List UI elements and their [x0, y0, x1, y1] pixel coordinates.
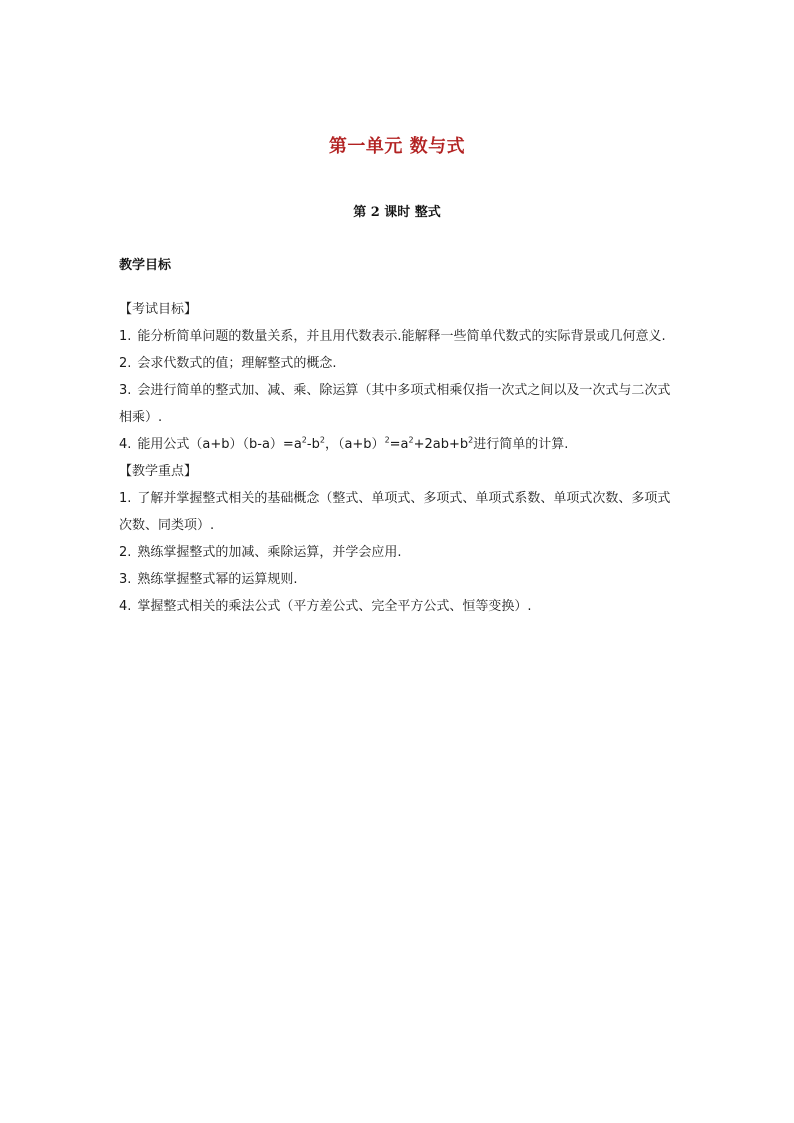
- exam-goal-item-formula: [119, 431, 679, 458]
- exam-goal-item: [119, 323, 679, 350]
- exponent: 2: [301, 435, 307, 445]
- exam-goal-text: 能分析简单问题的数量关系，并且用代数表示.能解释一些简单代数式的实际背景或几何意义.: [137, 329, 666, 344]
- focus-text: 熟练掌握整式幂的运算规则.: [137, 572, 298, 587]
- exam-goal-text: 会求代数式的值；理解整式的概念.: [137, 356, 337, 371]
- exam-goal-item: [119, 377, 679, 431]
- exponent: 2: [319, 435, 325, 445]
- teaching-focus-item: [119, 593, 679, 620]
- teaching-objectives-heading: 教学目标: [119, 258, 172, 273]
- exam-goals-header: 【考试目标】: [119, 302, 198, 317]
- formula-text: 能用公式（a+b）（b-a）=a: [137, 437, 302, 452]
- lesson-title: 第 2 课时 整式: [353, 205, 441, 220]
- formula-text: ，（a+b）: [324, 437, 385, 452]
- unit-title: 第一单元 数与式: [328, 136, 466, 157]
- exponent: 2: [408, 435, 414, 445]
- teaching-focus-item: [119, 566, 679, 593]
- exam-goal-number: 2.: [119, 356, 132, 371]
- focus-number: 4.: [119, 599, 132, 614]
- exam-goal-number: 1.: [119, 329, 132, 344]
- formula-text: =a: [389, 437, 409, 452]
- focus-text: 了解并掌握整式相关的基础概念（整式、单项式、多项式、单项式系数、单项式次数、多项式次数、同类项）.: [119, 491, 671, 533]
- exam-goal-item: [119, 350, 679, 377]
- formula-text: 进行简单的计算.: [473, 437, 569, 452]
- exam-goal-text: 会进行简单的整式加、减、乘、除运算（其中多项式相乘仅指一次式之间以及一次式与二次式相乘）.: [119, 383, 671, 425]
- focus-number: 1.: [119, 491, 132, 506]
- exponent: 2: [384, 435, 390, 445]
- focus-number: 2.: [119, 545, 132, 560]
- teaching-focus-header: 【教学重点】: [119, 464, 198, 479]
- formula-text: -b: [306, 437, 320, 452]
- teaching-focus-item: [119, 485, 679, 539]
- teaching-focus-item: [119, 539, 679, 566]
- focus-text: 熟练掌握整式的加减、乘除运算，并学会应用.: [137, 545, 402, 560]
- objectives-content: [119, 296, 679, 620]
- exponent: 2: [468, 435, 474, 445]
- exam-goal-number: 3.: [119, 383, 132, 398]
- focus-number: 3.: [119, 572, 132, 587]
- exam-goal-number: 4.: [119, 437, 132, 452]
- focus-text: 掌握整式相关的乘法公式（平方差公式、完全平方公式、恒等变换）.: [137, 599, 532, 614]
- formula-text: +2ab+b: [413, 437, 469, 452]
